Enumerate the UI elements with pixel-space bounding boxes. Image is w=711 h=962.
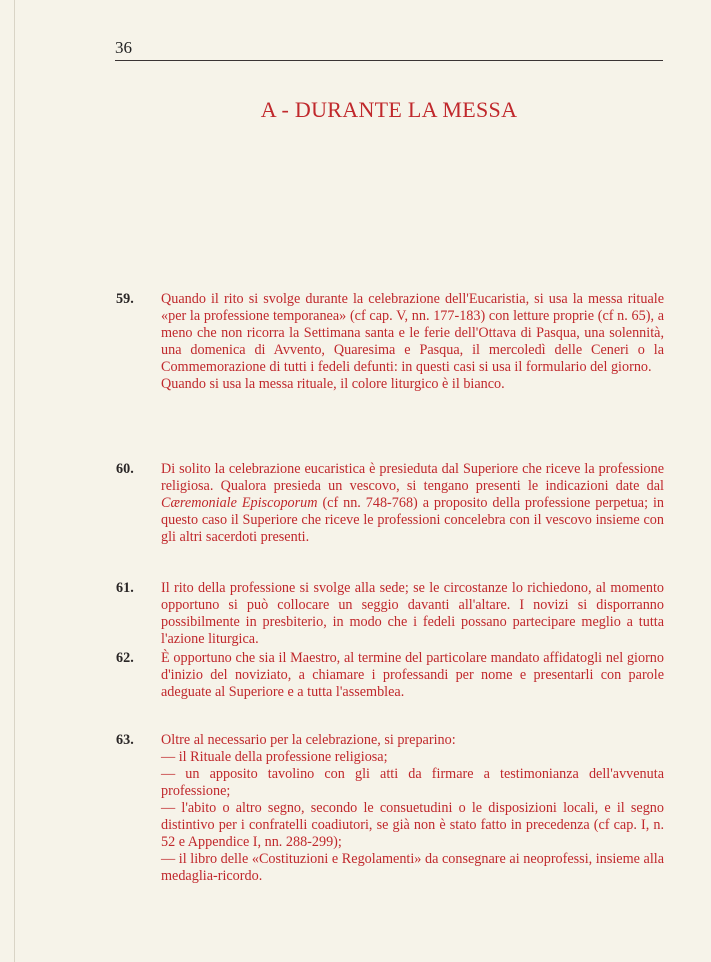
paragraph-number: 62. (116, 650, 134, 666)
paragraph-line: Oltre al necessario per la celebrazione, si preparino: (161, 732, 456, 748)
paragraph-63 (116, 732, 664, 885)
list-item: — il Rituale della professione religiosa; (161, 749, 388, 765)
italic-title: Cæremoniale Episcoporum (161, 495, 318, 511)
page-edge-line (14, 0, 15, 962)
paragraph-line: Il rito della professione si svolge alla sede; se le circostanze lo richiedono, al momento opportuno si può collocare un seggio davanti all'altare. I novizi si disporranno possibilmente in presbiterio, in modo che i fedeli possano partecipare meglio a tutta l'azione liturgica. (161, 580, 664, 647)
paragraph-62 (116, 650, 664, 701)
page-header (115, 40, 663, 61)
paragraph-body (161, 461, 664, 546)
paragraph-number: 61. (116, 580, 134, 596)
paragraph-line: Quando si usa la messa rituale, il colore liturgico è il bianco. (161, 376, 505, 392)
paragraph-body (161, 580, 664, 648)
paragraph-line (161, 461, 664, 546)
list-item: — l'abito o altro segno, secondo le consuetudini o le disposizioni locali, e il segno distintivo per i confratelli coadiutori, se già non è stato fatto in precedenza (cf cap. I, n. 52 e Appendice I, nn. 288-299); (161, 800, 664, 850)
section-title: A - DURANTE LA MESSA (260, 97, 518, 122)
paragraph-body (161, 650, 664, 701)
page-number: 36 (115, 38, 132, 57)
paragraph-number: 63. (116, 732, 134, 748)
list-item: — un apposito tavolino con gli atti da firmare a testimonianza dell'avvenuta professione; (161, 766, 664, 799)
text-run: Di solito la celebrazione eucaristica è presieduta dal Superiore che riceve la professione religiosa. Qualora presieda un vescovo, si tengano presenti le indicazioni date dal (161, 461, 664, 494)
paragraph-number: 60. (116, 461, 134, 477)
paragraph-line: È opportuno che sia il Maestro, al termine del particolare mandato affidatogli nel giorno d'inizio del noviziato, a chiamare i professandi per nome e presentarli con parole adeguate al Superiore e a tutta l'assemblea. (161, 650, 664, 700)
paragraph-number: 59. (116, 291, 134, 307)
paragraph-60 (116, 461, 664, 546)
paragraph-body (161, 291, 664, 393)
text-run: (cf nn. 748-768) a proposito della professione perpetua; in questo caso il Superiore che riceve le professioni concelebra con il vescovo insieme con gli altri sacerdoti presenti. (161, 495, 664, 545)
paragraph-line: Quando il rito si svolge durante la celebrazione dell'Eucaristia, si usa la messa rituale «per la professione temporanea» (cf cap. V, nn. 177-183) con letture proprie (cf n. 65), a meno che non ricorra la Settimana santa e le ferie dell'Ottava di Pasqua, una solennità, una domenica di Avvento, Quaresima e Pasqua, il mercoledì delle Ceneri o la Commemorazione di tutti i fedeli defunti: in questi casi si usa il formulario del giorno. (161, 291, 664, 375)
list-item: — il libro delle «Costituzioni e Regolamenti» da consegnare ai neoprofessi, insieme alla medaglia-ricordo. (161, 851, 664, 884)
paragraph-body (161, 732, 664, 885)
paragraph-59 (116, 291, 664, 393)
paragraph-61 (116, 580, 664, 648)
